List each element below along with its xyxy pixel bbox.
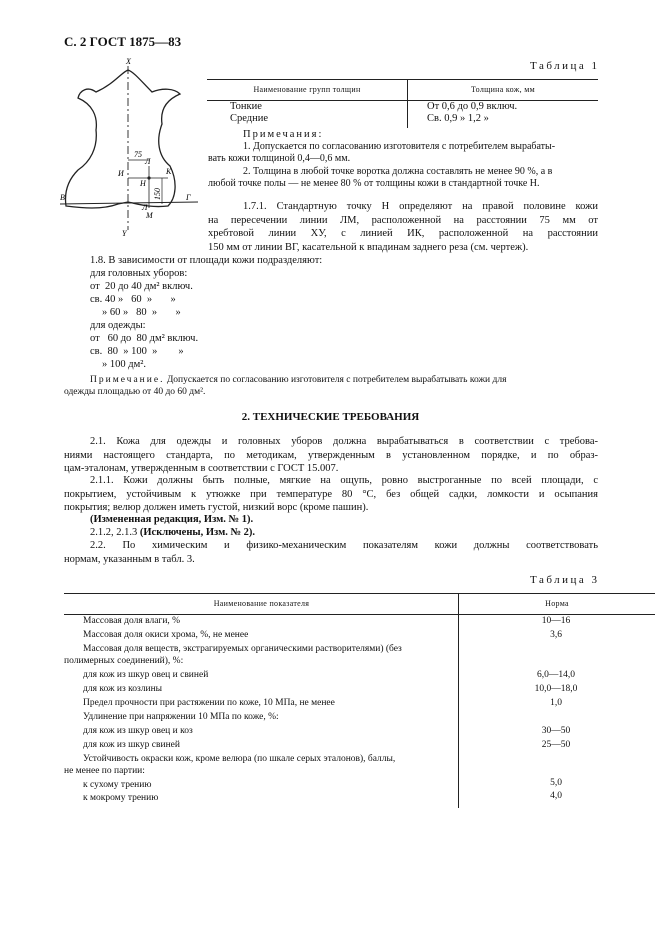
table3-row6-value: 10,0—18,0 xyxy=(534,684,578,694)
amendment-1: (Измененная редакция, Изм. № 1). xyxy=(90,514,254,525)
table3-row9-name: для кож из шкур овец и коз xyxy=(83,726,193,736)
p211-line3: покрытия; велюр должен иметь густой, низкий ворс (кроме пашин). xyxy=(64,502,369,513)
table1-caption: Таблица 1 xyxy=(530,60,600,72)
p18-line1: для головных уборов: xyxy=(90,268,188,279)
p18-line5: для одежды: xyxy=(90,320,146,331)
label-m: М xyxy=(146,211,153,220)
p171-line1: 1.7.1. Стандартную точку Н определяют на правой половине кожи xyxy=(243,201,598,212)
hide-outline xyxy=(66,70,181,208)
note2-text: Допускается по согласованию изготовителя с потребителем вырабатывать кожи для xyxy=(166,375,507,385)
table3-row8-name: Удлинение при напряжении 10 МПа по коже, %: xyxy=(83,712,279,722)
table3-caption: Таблица 3 xyxy=(530,574,600,586)
p18-line7: св. 80 » 100 » » xyxy=(90,346,184,357)
table3-row13-name: к сухому трению xyxy=(83,780,152,790)
table1-header-rule xyxy=(207,100,598,101)
p18-line3: св. 40 » 60 » » xyxy=(90,294,176,305)
table3-row4-name: полимерных соединений), %: xyxy=(64,656,184,666)
table1-row2-name: Средние xyxy=(230,113,269,124)
point-h xyxy=(147,176,150,179)
notes1-n1a: 1. Допускается по согласованию изготовителя с потребителем вырабаты- xyxy=(243,141,556,152)
table3-top-rule xyxy=(64,593,655,594)
label-i: И xyxy=(118,169,124,178)
section2-title: 2. ТЕХНИЧЕСКИЕ ТРЕБОВАНИЯ xyxy=(241,411,420,423)
p21-line2: ниями настоящего стандарта, по методикам, утвержденным в установленном порядке, и по образ- xyxy=(64,449,598,461)
p211-line1: 2.1.1. Кожи должны быть полные, мягкие на ощупь, ровно выстроганные по всей площади, с xyxy=(90,475,598,486)
table3-row13-value: 5,0 xyxy=(550,778,562,788)
p18-intro: 1.8. В зависимости от площади кожи подразделяют: xyxy=(90,255,323,266)
table1-col2-header: Толщина кож, мм xyxy=(471,85,535,94)
label-k: К xyxy=(166,167,172,176)
label-v: В xyxy=(60,193,65,202)
table3-row5-name: для кож из шкур овец и свиней xyxy=(83,670,209,680)
table3-row7-value: 1,0 xyxy=(550,698,562,708)
table3-row1-value: 10—16 xyxy=(541,616,571,626)
p21-line3: цам-эталонам, утвержденным в соответствии с ГОСТ 15.007. xyxy=(64,463,339,474)
p211-line2: покрытием, устойчивым к утюжке при температуре 80 °С, без общей садки, ломкости и осыпания xyxy=(64,488,598,500)
label-g: Г xyxy=(186,193,191,202)
table3-row10-value: 25—50 xyxy=(541,740,571,750)
table3-row6-name: для кож из козлины xyxy=(83,684,163,694)
p22-line1: 2.2. По химическим и физико-механическим показателям кожи должны соответствовать xyxy=(90,540,598,551)
table3-row14-name: к мокрому трению xyxy=(83,793,159,803)
label-y: Y xyxy=(122,229,127,238)
table1-col1-header: Наименование групп толщин xyxy=(253,85,361,94)
p171-line4: 150 мм от линии ВГ, касательной к впадинам заднего реза (см. чертеж). xyxy=(208,241,529,253)
label-l-top: Л xyxy=(145,157,151,166)
hide-diagram xyxy=(58,58,208,238)
note2-line2: одежды площадью от 40 до 60 дм². xyxy=(64,387,206,397)
notes1-n1b: вать кожи толщиной 0,4—0,6 мм. xyxy=(208,153,351,164)
label-l-bottom: Л xyxy=(142,203,148,212)
table1-top-rule xyxy=(207,79,598,80)
notes1-title: Примечания: xyxy=(243,129,324,140)
p22-line2: нормам, указанным в табл. 3. xyxy=(64,553,195,565)
dim-75-label: 75 xyxy=(134,150,142,159)
table3-row11-name: Устойчивость окраски кож, кроме велюра (по шкале серых эталонов), баллы, xyxy=(83,754,396,764)
p18-line8: » 100 дм². xyxy=(102,359,147,370)
table3-row2-name: Массовая доля окиси хрома, %, не менее xyxy=(83,630,249,640)
p18-line6: от 60 до 80 дм² включ. xyxy=(90,333,199,344)
page-header: С. 2 ГОСТ 1875—83 xyxy=(64,34,182,49)
note2-label: Примечание. xyxy=(90,375,165,385)
p171-line2: на пересечении линии ЛМ, расположенной на расстоянии 75 мм от xyxy=(208,214,598,226)
label-n: Н xyxy=(140,179,146,188)
note2-line1 xyxy=(90,374,598,386)
table3-row5-value: 6,0—14,0 xyxy=(537,670,575,680)
p212-excluded: (Исключены, Изм. № 2). xyxy=(139,527,256,538)
notes1-n2b: любой точке полы — не менее 80 % от толщины кожи в стандартной точке Н. xyxy=(208,178,540,189)
table1-row1-value: От 0,6 до 0,9 включ. xyxy=(427,101,518,112)
p171-line3: хребтовой линии ХУ, с линией ИК, расположенной на расстоянии xyxy=(208,228,598,239)
p18-line4: » 60 » 80 » » xyxy=(102,307,181,318)
table3-row7-name: Предел прочности при растяжении по коже, 10 МПа, не менее xyxy=(83,698,335,708)
table3-row14-value: 4,0 xyxy=(550,791,562,801)
table1-row2-value: Св. 0,9 » 1,2 » xyxy=(427,113,489,124)
table3-row3-name: Массовая доля веществ, экстрагируемых органическими растворителями) (без xyxy=(83,644,402,654)
table3-row2-value: 3,6 xyxy=(550,630,562,640)
p212 xyxy=(90,526,255,540)
p21-line1: 2.1. Кожа для одежды и головных уборов должна вырабатываться в соответствии с требова- xyxy=(90,436,598,447)
notes1-n2a: 2. Толщина в любой точке воротка должна составлять не менее 90 %, а в xyxy=(243,166,553,177)
p18-line2: от 20 до 40 дм² включ. xyxy=(90,281,193,292)
dim-150-label: 150 xyxy=(153,188,162,200)
p212-numbers: 2.1.2, 2.1.3 xyxy=(90,527,140,538)
table3-row1-name: Массовая доля влаги, % xyxy=(83,616,181,626)
table3-row10-name: для кож из шкур свиней xyxy=(83,740,180,750)
label-x: Х xyxy=(126,58,131,66)
table3-row12-name: не менее по партии: xyxy=(64,766,145,776)
table3-col2-header: Норма xyxy=(545,599,569,608)
table3-row9-value: 30—50 xyxy=(541,726,571,736)
table1-col-divider xyxy=(407,79,408,128)
table3-header-rule xyxy=(64,614,655,615)
table3-col1-header: Наименование показателя xyxy=(213,599,310,608)
table1-row1-name: Тонкие xyxy=(230,101,262,112)
